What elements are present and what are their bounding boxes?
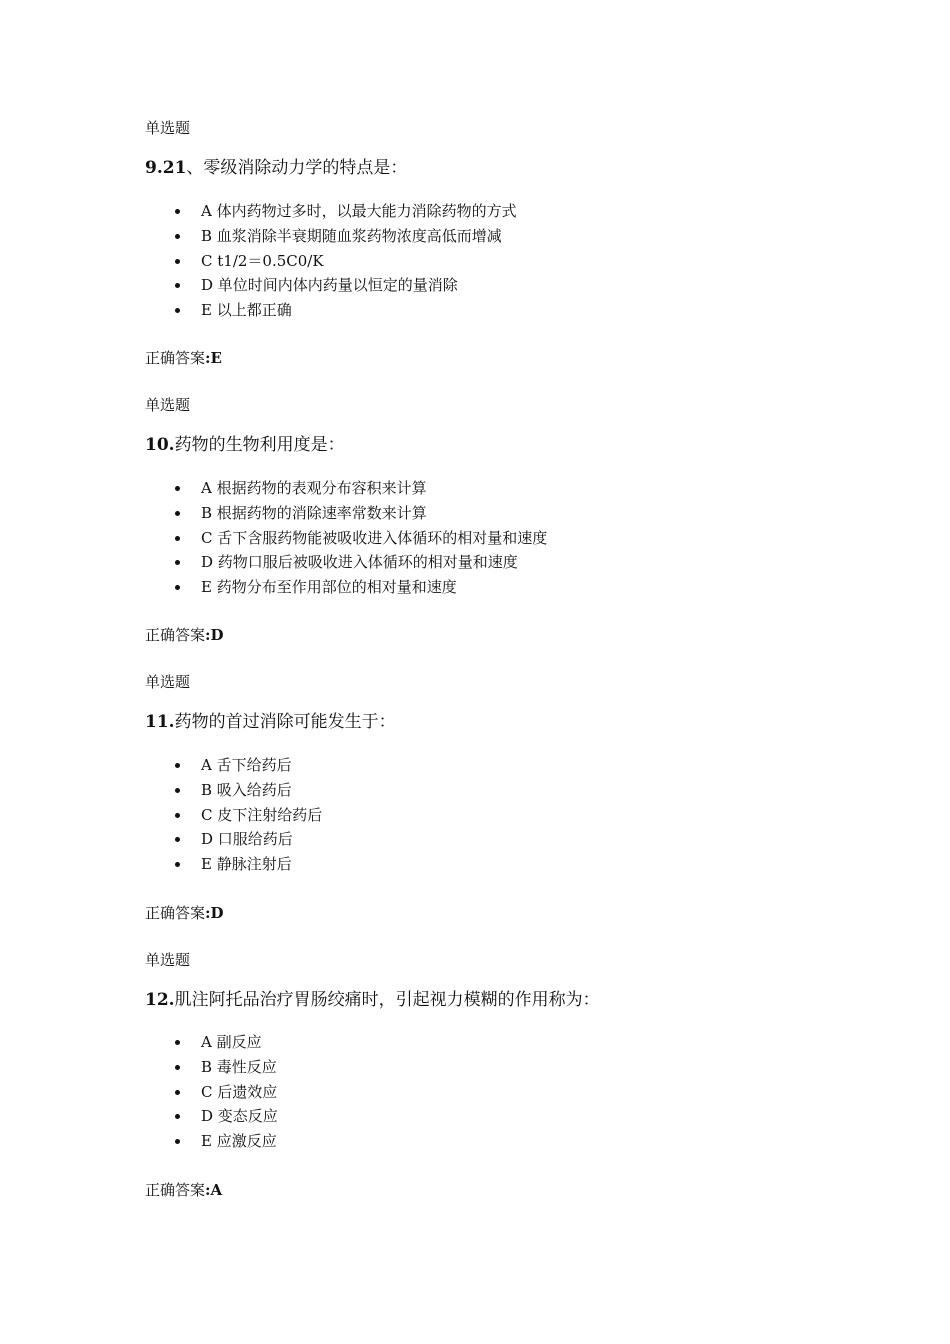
question-stem: 药物的生物利用度是： bbox=[174, 435, 345, 455]
question-text bbox=[145, 988, 600, 1012]
option-label: A 舌下给药后 bbox=[201, 756, 292, 774]
option-item bbox=[145, 200, 517, 225]
bullet-icon bbox=[175, 308, 180, 313]
option-label: B 毒性反应 bbox=[201, 1057, 277, 1076]
bullet-icon bbox=[175, 1090, 180, 1095]
bullet-icon bbox=[175, 511, 180, 516]
bullet-icon bbox=[175, 763, 180, 768]
bullet-icon bbox=[175, 209, 180, 214]
question-stem: 、零级消除动力学的特点是： bbox=[186, 158, 408, 178]
bullet-icon bbox=[175, 1040, 180, 1045]
option-item bbox=[145, 225, 517, 250]
bullet-icon bbox=[175, 283, 180, 288]
option-item bbox=[145, 576, 547, 601]
answer-line bbox=[145, 348, 222, 368]
answer-line bbox=[145, 903, 224, 923]
option-label: A 体内药物过多时，以最大能力消除药物的方式 bbox=[201, 202, 517, 220]
option-label: C 舌下含服药物能被吸收进入体循环的相对量和速度 bbox=[201, 528, 548, 547]
bullet-icon bbox=[175, 536, 180, 541]
option-list bbox=[145, 200, 517, 324]
bullet-icon bbox=[175, 486, 180, 491]
option-item bbox=[145, 754, 322, 779]
question-text bbox=[145, 156, 407, 180]
question-stem: 肌注阿托品治疗胃肠绞痛时，引起视力模糊的作用称为： bbox=[174, 990, 600, 1010]
question-type: 单选题 bbox=[145, 673, 191, 691]
option-label: E 以上都正确 bbox=[201, 301, 292, 320]
option-list bbox=[145, 1031, 278, 1155]
option-item bbox=[145, 804, 322, 829]
bullet-icon bbox=[175, 259, 180, 264]
option-label: B 根据药物的消除速率常数来计算 bbox=[201, 503, 427, 522]
option-item bbox=[145, 477, 547, 502]
option-label: B 吸入给药后 bbox=[201, 780, 292, 799]
option-list bbox=[145, 754, 322, 878]
option-label: D 单位时间内体内药量以恒定的量消除 bbox=[201, 276, 458, 295]
option-item bbox=[145, 274, 517, 299]
question-number: 12. bbox=[145, 990, 175, 1010]
option-item bbox=[145, 1130, 278, 1155]
bullet-icon bbox=[175, 1114, 180, 1119]
option-item bbox=[145, 527, 547, 552]
question-text bbox=[145, 433, 345, 457]
option-item bbox=[145, 551, 547, 576]
bullet-icon bbox=[175, 1065, 180, 1070]
option-item bbox=[145, 502, 547, 527]
bullet-icon bbox=[175, 788, 180, 793]
bullet-icon bbox=[175, 813, 180, 818]
option-item bbox=[145, 299, 517, 324]
question-type: 单选题 bbox=[145, 951, 191, 969]
option-label: A 副反应 bbox=[201, 1033, 262, 1051]
option-item bbox=[145, 779, 322, 804]
answer-value: :E bbox=[205, 349, 222, 367]
option-label: D 药物口服后被吸收进入体循环的相对量和速度 bbox=[201, 553, 518, 572]
question-block bbox=[145, 672, 845, 922]
bullet-icon bbox=[175, 234, 180, 239]
question-stem: 药物的首过消除可能发生于： bbox=[174, 712, 396, 732]
option-label: C 后遗效应 bbox=[201, 1082, 278, 1101]
option-label: E 药物分布至作用部位的相对量和速度 bbox=[201, 578, 457, 597]
option-label: D 口服给药后 bbox=[201, 830, 293, 849]
question-block bbox=[145, 950, 845, 1199]
option-list bbox=[145, 477, 547, 601]
answer-label: 正确答案 bbox=[145, 626, 206, 644]
option-item bbox=[145, 1031, 278, 1056]
bullet-icon bbox=[175, 862, 180, 867]
bullet-icon bbox=[175, 560, 180, 565]
option-label: A 根据药物的表观分布容积来计算 bbox=[201, 479, 427, 497]
option-label: E 应激反应 bbox=[201, 1132, 277, 1151]
option-label: C 皮下注射给药后 bbox=[201, 805, 323, 824]
answer-label: 正确答案 bbox=[145, 349, 206, 367]
answer-value: :A bbox=[205, 1181, 223, 1199]
question-block bbox=[145, 395, 845, 644]
option-label: B 血浆消除半衰期随血浆药物浓度高低而增减 bbox=[201, 226, 502, 245]
question-block bbox=[145, 118, 845, 367]
option-item bbox=[145, 1056, 278, 1081]
option-item bbox=[145, 828, 322, 853]
bullet-icon bbox=[175, 585, 180, 590]
answer-line bbox=[145, 625, 224, 645]
answer-label: 正确答案 bbox=[145, 904, 206, 922]
bullet-icon bbox=[175, 1139, 180, 1144]
option-label: E 静脉注射后 bbox=[201, 855, 292, 874]
answer-label: 正确答案 bbox=[145, 1181, 206, 1199]
bullet-icon bbox=[175, 837, 180, 842]
option-item bbox=[145, 250, 517, 275]
question-number: 9.21 bbox=[145, 158, 187, 178]
option-item bbox=[145, 853, 322, 878]
option-item bbox=[145, 1105, 278, 1130]
option-label: C t1/2＝0.5C0/K bbox=[201, 251, 324, 270]
question-type: 单选题 bbox=[145, 119, 191, 137]
question-text bbox=[145, 710, 396, 734]
answer-value: :D bbox=[205, 626, 224, 644]
question-type: 单选题 bbox=[145, 396, 191, 414]
question-number: 11. bbox=[145, 712, 175, 732]
answer-value: :D bbox=[205, 904, 224, 922]
answer-line bbox=[145, 1180, 222, 1200]
question-number: 10. bbox=[145, 435, 175, 455]
option-item bbox=[145, 1081, 278, 1106]
option-label: D 变态反应 bbox=[201, 1107, 278, 1126]
